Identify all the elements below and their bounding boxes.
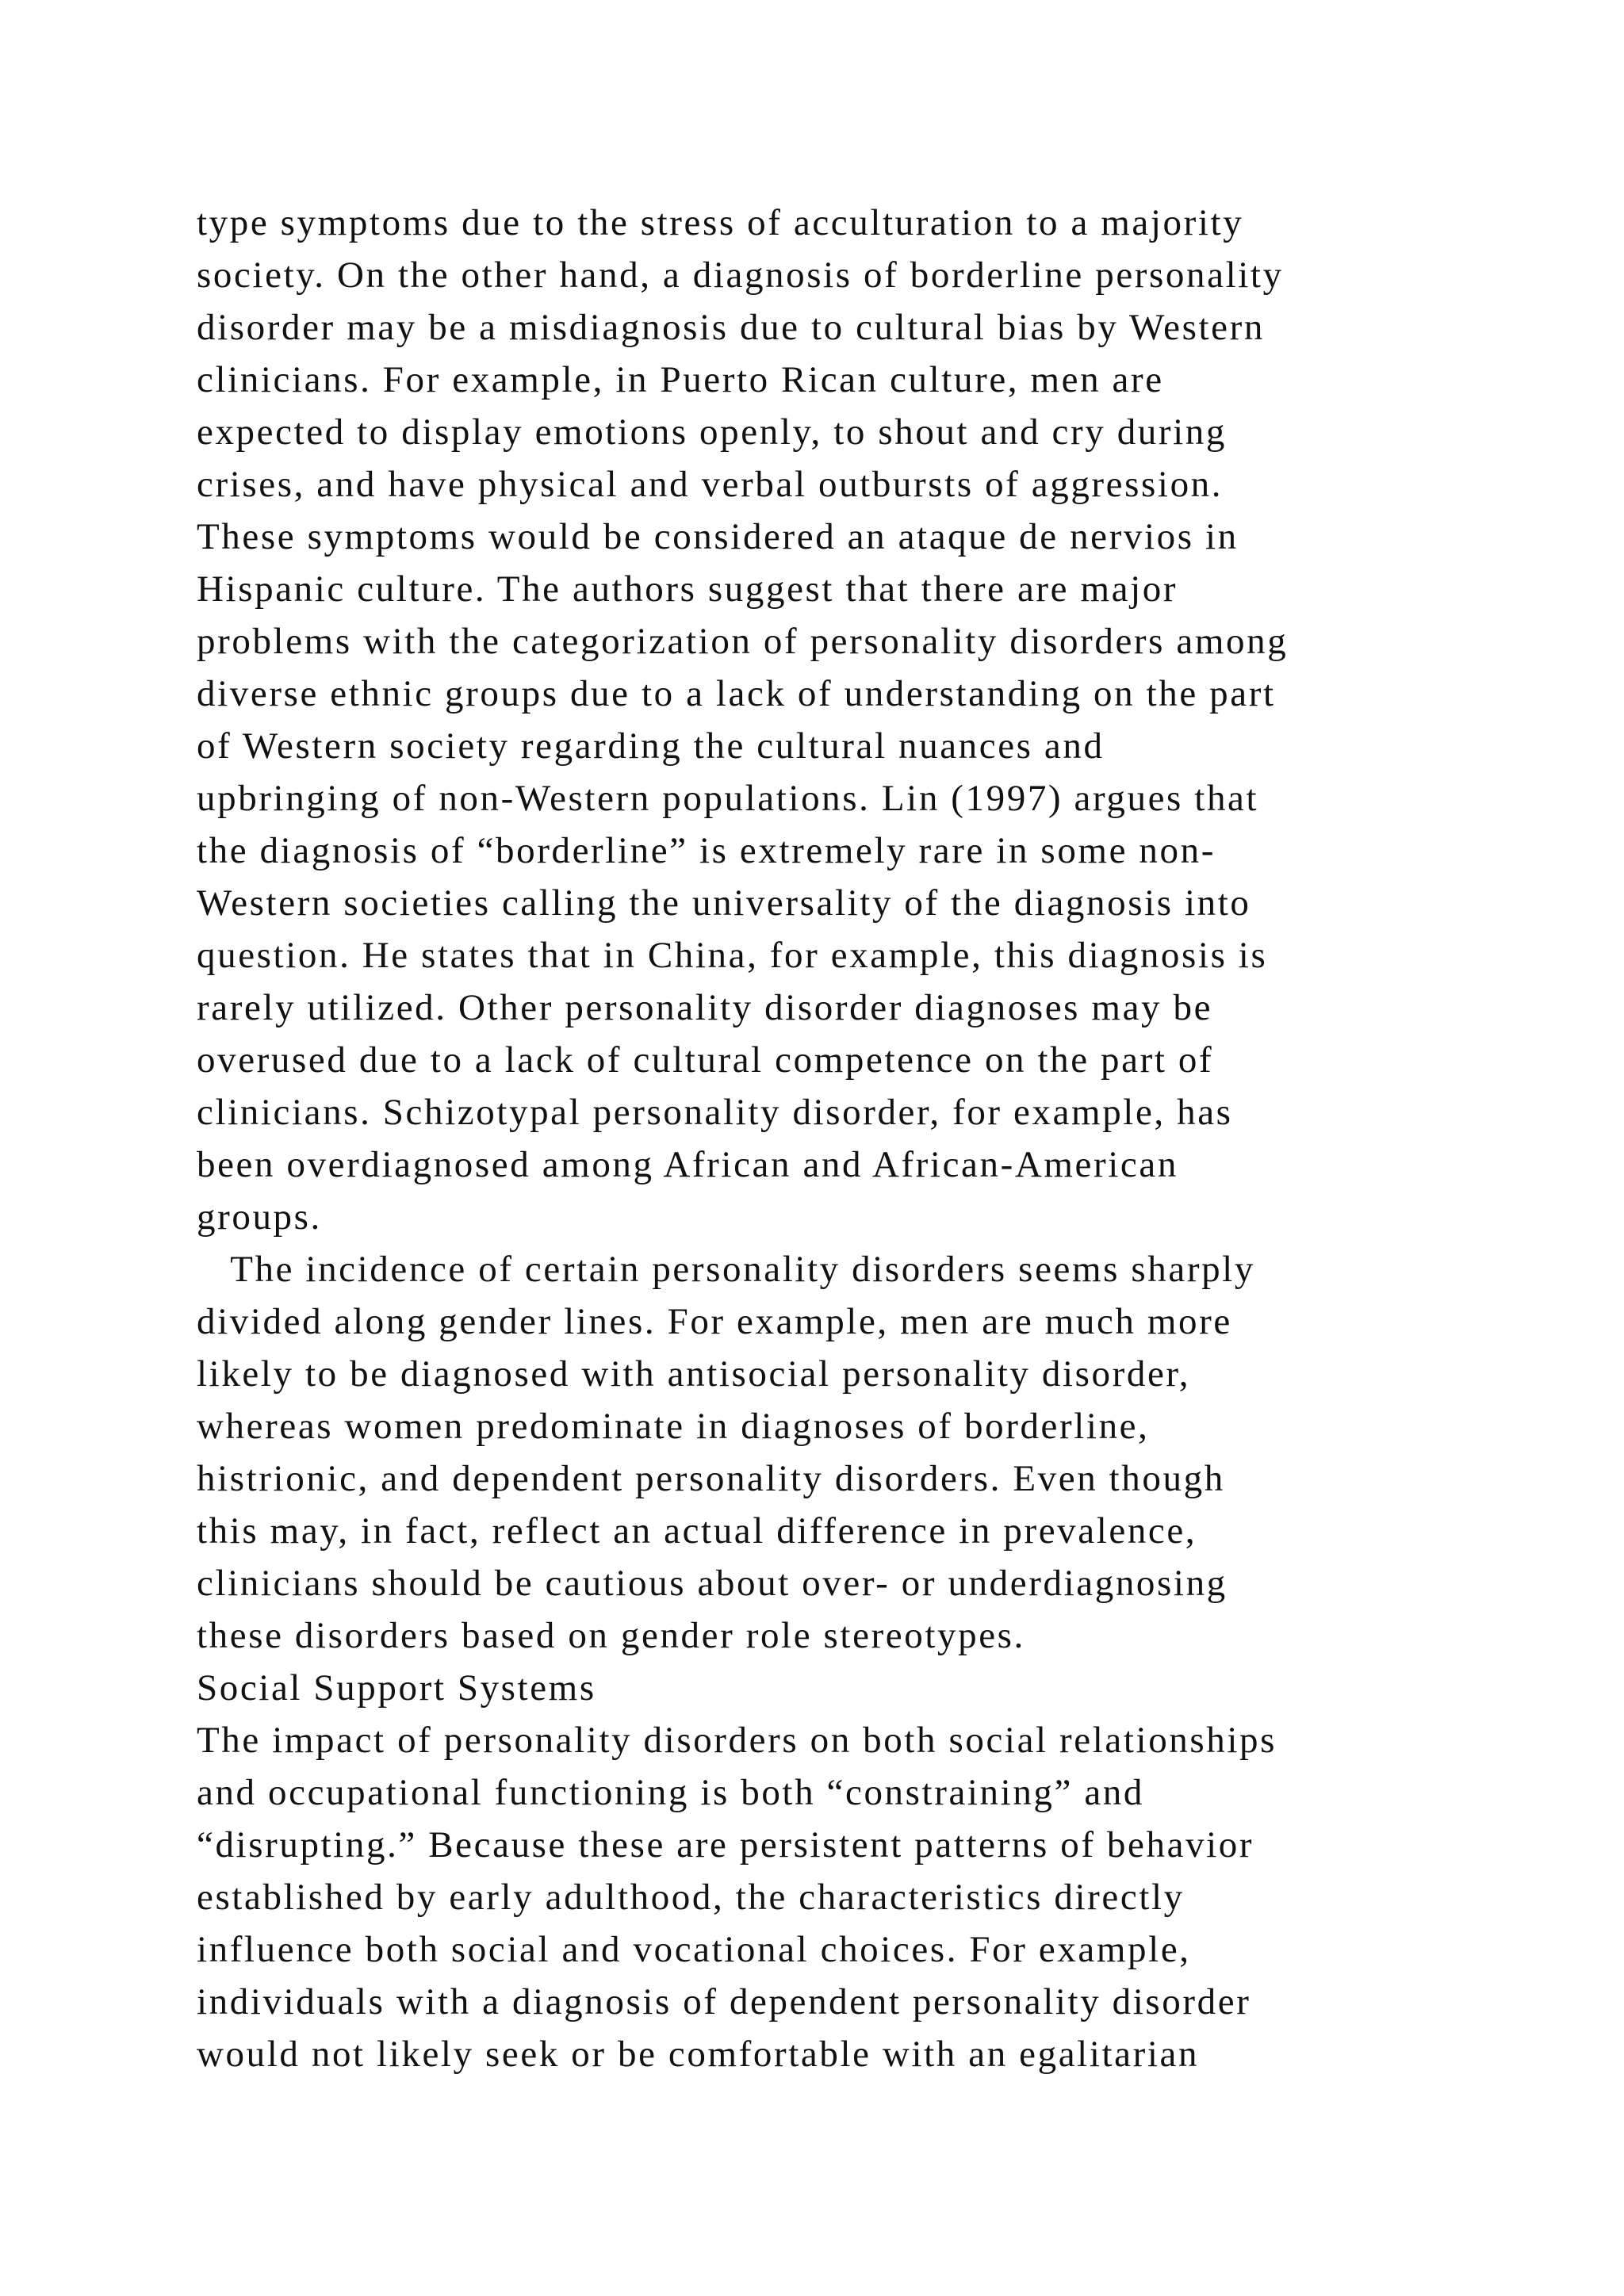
text-line: diverse ethnic groups due to a lack of understanding on the part (197, 673, 1276, 714)
text-line: society. On the other hand, a diagnosis of borderline personality (197, 254, 1284, 296)
text-line: whereas women predominate in diagnoses of borderline, (197, 1406, 1150, 1447)
text-line: Western societies calling the universality of the diagnosis into (197, 882, 1251, 924)
text-line: crises, and have physical and verbal outbursts of aggression. (197, 464, 1224, 505)
text-line: influence both social and vocational choices. For example, (197, 1929, 1191, 1970)
text-line: and occupational functioning is both “constraining” and (197, 1772, 1144, 1813)
text-line: the diagnosis of “borderline” is extremely rare in some non- (197, 830, 1216, 871)
text-line: clinicians. Schizotypal personality disorder, for example, has (197, 1092, 1233, 1133)
text-line: clinicians should be cautious about over- or underdiagnosing (197, 1563, 1228, 1604)
text-line: disorder may be a misdiagnosis due to cultural bias by Western (197, 307, 1265, 348)
text-line: groups. (197, 1196, 322, 1238)
text-line: problems with the categorization of personality disorders among (197, 621, 1289, 662)
text-line: upbringing of non-Western populations. Lin (1997) argues that (197, 778, 1259, 819)
text-line: “disrupting.” Because these are persistent patterns of behavior (197, 1824, 1254, 1866)
text-line: clinicians. For example, in Puerto Rican culture, men are (197, 359, 1164, 400)
text-line: histrionic, and dependent personality disorders. Even though (197, 1458, 1225, 1499)
text-line: individuals with a diagnosis of dependent personality disorder (197, 1981, 1251, 2022)
text-line: of Western society regarding the cultural nuances and (197, 725, 1105, 767)
text-line: this may, in fact, reflect an actual difference in prevalence, (197, 1510, 1197, 1552)
text-line: these disorders based on gender role stereotypes. (197, 1615, 1025, 1656)
text-line: been overdiagnosed among African and African-American (197, 1144, 1178, 1185)
text-line: These symptoms would be considered an ataque de nervios in (197, 516, 1239, 557)
paragraph-start-line: The incidence of certain personality disorders seems sharply (197, 1249, 1255, 1290)
text-line: likely to be diagnosed with antisocial personality disorder, (197, 1353, 1191, 1395)
text-line: divided along gender lines. For example, men are much more (197, 1301, 1232, 1342)
text-line: type symptoms due to the stress of acculturation to a majority (197, 202, 1244, 243)
text-line: expected to display emotions openly, to shout and cry during (197, 411, 1228, 453)
text-line: overused due to a lack of cultural competence on the part of (197, 1039, 1214, 1081)
text-line: Hispanic culture. The authors suggest that there are major (197, 568, 1178, 610)
text-line: established by early adulthood, the characteristics directly (197, 1877, 1185, 1918)
body-text (197, 197, 1497, 2080)
text-line: would not likely seek or be comfortable with an egalitarian (197, 2034, 1200, 2075)
text-line: rarely utilized. Other personality disorder diagnoses may be (197, 987, 1213, 1028)
text-line: The impact of personality disorders on both social relationships (197, 1720, 1277, 1761)
section-heading: Social Support Systems (197, 1667, 596, 1709)
text-line: question. He states that in China, for example, this diagnosis is (197, 935, 1268, 976)
